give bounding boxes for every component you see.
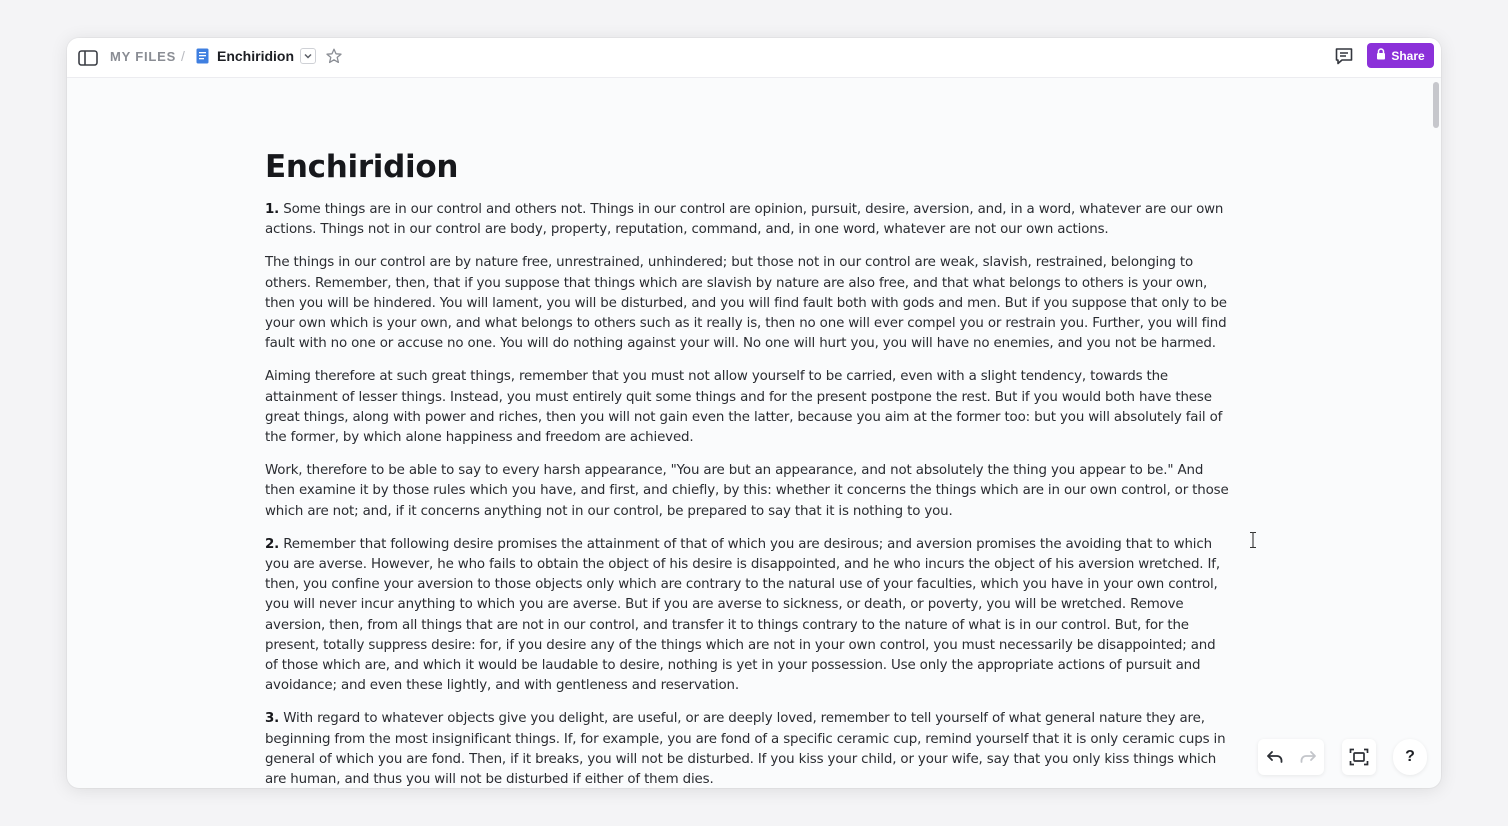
paragraph-text: Some things are in our control and others not. Things in our control are opinion, pursuit, desire, aversion, and, in a word, whatever are our own actions. Things not in our control are body, property, reputation, command, and, in one word, whatever are not our own actions. — [265, 202, 1224, 238]
document-content[interactable] — [265, 138, 1230, 788]
breadcrumb-root[interactable]: MY FILES — [110, 49, 177, 64]
paragraph-text: Aiming therefore at such great things, remember that you must not allow yourself to be carried, even with a slight tendency, towards the attainment of lesser things. Instead, you must entirely quit some things and for the present postpone the rest. But if you would both have these great things, along with power and riches, then you will not gain even the latter, because you aim at the former too: but you will absolutely fail of the former, by which alone happiness and freedom are achieved. — [265, 369, 1223, 446]
paragraph-text: Work, therefore to be able to say to every harsh appearance, "You are but an appearance, and not absolutely the thing you appear to be." And then examine it by those rules which you have, and first, and chiefly, by this: whether it concerns the things which are in our own control, or those which are not; and, if it concerns anything not in our control, be prepared to say that it is nothing to you. — [265, 463, 1229, 519]
paragraph[interactable] — [265, 367, 1230, 448]
paragraph-text: The things in our control are by nature free, unrestrained, unhindered; but those not in our control are weak, slavish, restrained, belonging to others. Remember, then, that if you suppose that things which are slavish by nature are also free, and that what belongs to others is your own, then you will be hindered. You will lament, you will be disturbed, and you will find fault both with gods and men. But if you suppose that only to be your own which is your own, and what belongs to others such as it really is, then no one will ever compel you or restrain you. Further, you will find fault with no one or accuse no one. You will do nothing against your will. No one will hurt you, you will have no enemies, and you not be harmed. — [265, 255, 1227, 352]
paragraph-number: 3. — [265, 711, 280, 727]
help-label: ? — [1405, 748, 1415, 765]
breadcrumb-separator: / — [181, 48, 185, 64]
chevron-down-icon[interactable] — [300, 48, 316, 64]
redo-icon[interactable] — [1299, 749, 1317, 765]
fit-screen-icon[interactable] — [1342, 739, 1376, 775]
document-title[interactable]: Enchiridion — [265, 149, 459, 185]
scrollbar[interactable] — [1432, 79, 1441, 788]
lock-icon — [1376, 48, 1386, 63]
paragraph-number: 1. — [265, 202, 280, 217]
history-controls — [1258, 739, 1324, 775]
undo-icon[interactable] — [1266, 749, 1284, 765]
share-label: Share — [1391, 48, 1425, 63]
comment-icon[interactable] — [1333, 45, 1355, 67]
paragraph-text: Remember that following desire promises the attainment of that of which you are desirous; and aversion promises the avoiding that to which you are averse. However, he who fails to obtain the object of his desire is disappointed, and he who incurs the object of his aversion wretched. If, then, you confine your aversion to those objects only which are contrary to the natural use of your faculties, which you have in your own control, you will never incur anything to which you are averse. But if you are averse to sickness, or death, or poverty, you will be wretched. Remove aversion, then, from all things that are not in our control, and transfer it to things contrary to the nature of what is in our control. But, for the present, totally suppress desire: for, if you desire any of the things which are not in your own control, you must necessarily be disappointed; and of those which are, and which it would be laudable to desire, nothing is yet in your possession. Use only the appropriate actions of pursuit and avoidance; and even these lightly, and with gentleness and reservation. — [265, 536, 1220, 694]
paragraph[interactable] — [265, 200, 1230, 240]
paragraph[interactable] — [265, 709, 1230, 788]
scrollbar-thumb[interactable] — [1433, 82, 1439, 128]
paragraph[interactable] — [265, 253, 1230, 354]
help-icon[interactable] — [1393, 739, 1427, 775]
paragraph[interactable] — [265, 461, 1230, 522]
breadcrumb-document[interactable]: Enchiridion — [217, 48, 294, 64]
top-bar — [67, 38, 1441, 78]
app-window — [67, 38, 1441, 788]
paragraph[interactable] — [265, 535, 1230, 697]
sidebar-icon[interactable] — [77, 47, 99, 69]
paragraph-text: With regard to whatever objects give you delight, are useful, or are deeply loved, remember to tell yourself of what general nature they are, beginning from the most insignificant things. If, for example, you are fond of a specific ceramic cup, remind yourself that it is only ceramic cups in general of which you are fond. Then, if it breaks, you will not be disturbed. If you kiss your child, or your wife, say that you only kiss things which are human, and thus you will not be disturbed if either of them dies. — [265, 711, 1226, 788]
share-button[interactable] — [1367, 43, 1434, 68]
paragraph-number: 2. — [265, 536, 280, 552]
document-icon — [196, 48, 209, 65]
star-icon[interactable] — [325, 47, 343, 65]
text-cursor-icon — [1248, 531, 1258, 549]
